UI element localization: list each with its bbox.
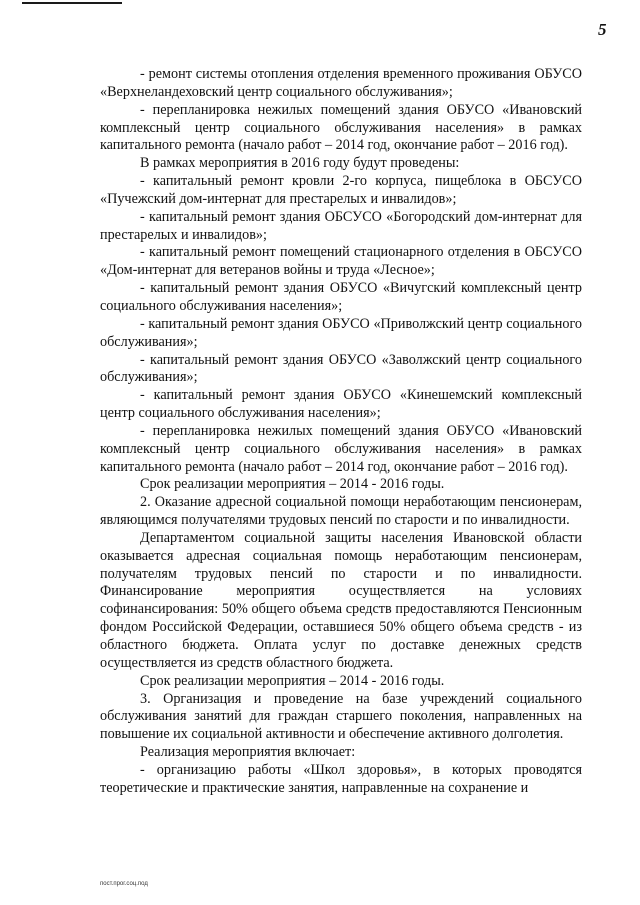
paragraph: - капитальный ремонт помещений стационарного отделения в ОБСУСО «Дом-интернат для ветеранов войны и труда «Лесное»; (100, 244, 582, 279)
paragraph: Срок реализации мероприятия – 2014 - 2016 годы. (140, 476, 445, 493)
paragraph: - капитальный ремонт здания ОБУСО «Кинешемский комплексный центр социального обслуживания населения»; (100, 387, 582, 422)
paragraph: Департаментом социальной защиты населения Ивановской области оказывается адресная социальная помощь неработающим пенсионерам, получателям трудовых пенсий по старости и по инвалидности. Финансирование мероприятия осуществляется на условиях софинансирования: 50% общего объема средств предоставляются Пенсионным фондом Российской Федерации, оставшиеся 50% общего объема средств - из областного бюджета. Оплата услуг по доставке денежных средств осуществляется из средств областного бюджета. (100, 529, 582, 671)
paragraph: - организацию работы «Школ здоровья», в которых проводятся теоретические и практические занятия, направленные на сохранение и (100, 761, 582, 796)
paragraph: - перепланировка нежилых помещений здания ОБУСО «Ивановский комплексный центр социального обслуживания населения» в рамках капитального ремонта (начало работ – 2014 год, окончание работ – 2016 год). (100, 101, 582, 154)
paragraph: В рамках мероприятия в 2016 году будут проведены: (140, 155, 460, 172)
paragraph: - капитальный ремонт здания ОБУСО «Приволжский центр социального обслуживания»; (100, 315, 582, 350)
paragraph: - капитальный ремонт здания ОБУСО «Заволжский центр социального обслуживания»; (100, 351, 582, 386)
paragraph: Реализация мероприятия включает: (140, 744, 356, 761)
paragraph: 2. Оказание адресной социальной помощи неработающим пенсионерам, являющимся получателями трудовых пенсий по старости и по инвалидности. (100, 494, 582, 529)
paragraph: - капитальный ремонт здания ОБСУСО «Богородский дом-интернат для престарелых и инвалидов»; (100, 208, 582, 243)
paragraph: - капитальный ремонт кровли 2-го корпуса, пищеблока в ОБСУСО «Пучежский дом-интернат для престарелых и инвалидов»; (100, 173, 582, 207)
file-footer: пост.прог.соц.под (100, 881, 148, 887)
paragraph: - капитальный ремонт здания ОБУСО «Вичугский комплексный центр социального обслуживания населения»; (100, 280, 582, 314)
paragraph: - перепланировка нежилых помещений здания ОБУСО «Ивановский комплексный центр социального обслуживания населения» в рамках капитального ремонта (начало работ – 2014 год, окончание работ – 2016 год). (100, 422, 582, 475)
paragraph: - ремонт системы отопления отделения временного проживания ОБУСО «Верхнеландеховский центр социального обслуживания»; (100, 66, 582, 100)
paragraph: 3. Организация и проведение на базе учреждений социального обслуживания занятий для граждан старшего поколения, направленных на повышение их социальной активности и обеспечение активного долголетия. (100, 690, 582, 743)
paragraph: Срок реализации мероприятия – 2014 - 2016 годы. (140, 672, 445, 689)
page-number: 5 (598, 20, 607, 39)
top-rule (22, 2, 122, 4)
document-body (100, 66, 582, 798)
